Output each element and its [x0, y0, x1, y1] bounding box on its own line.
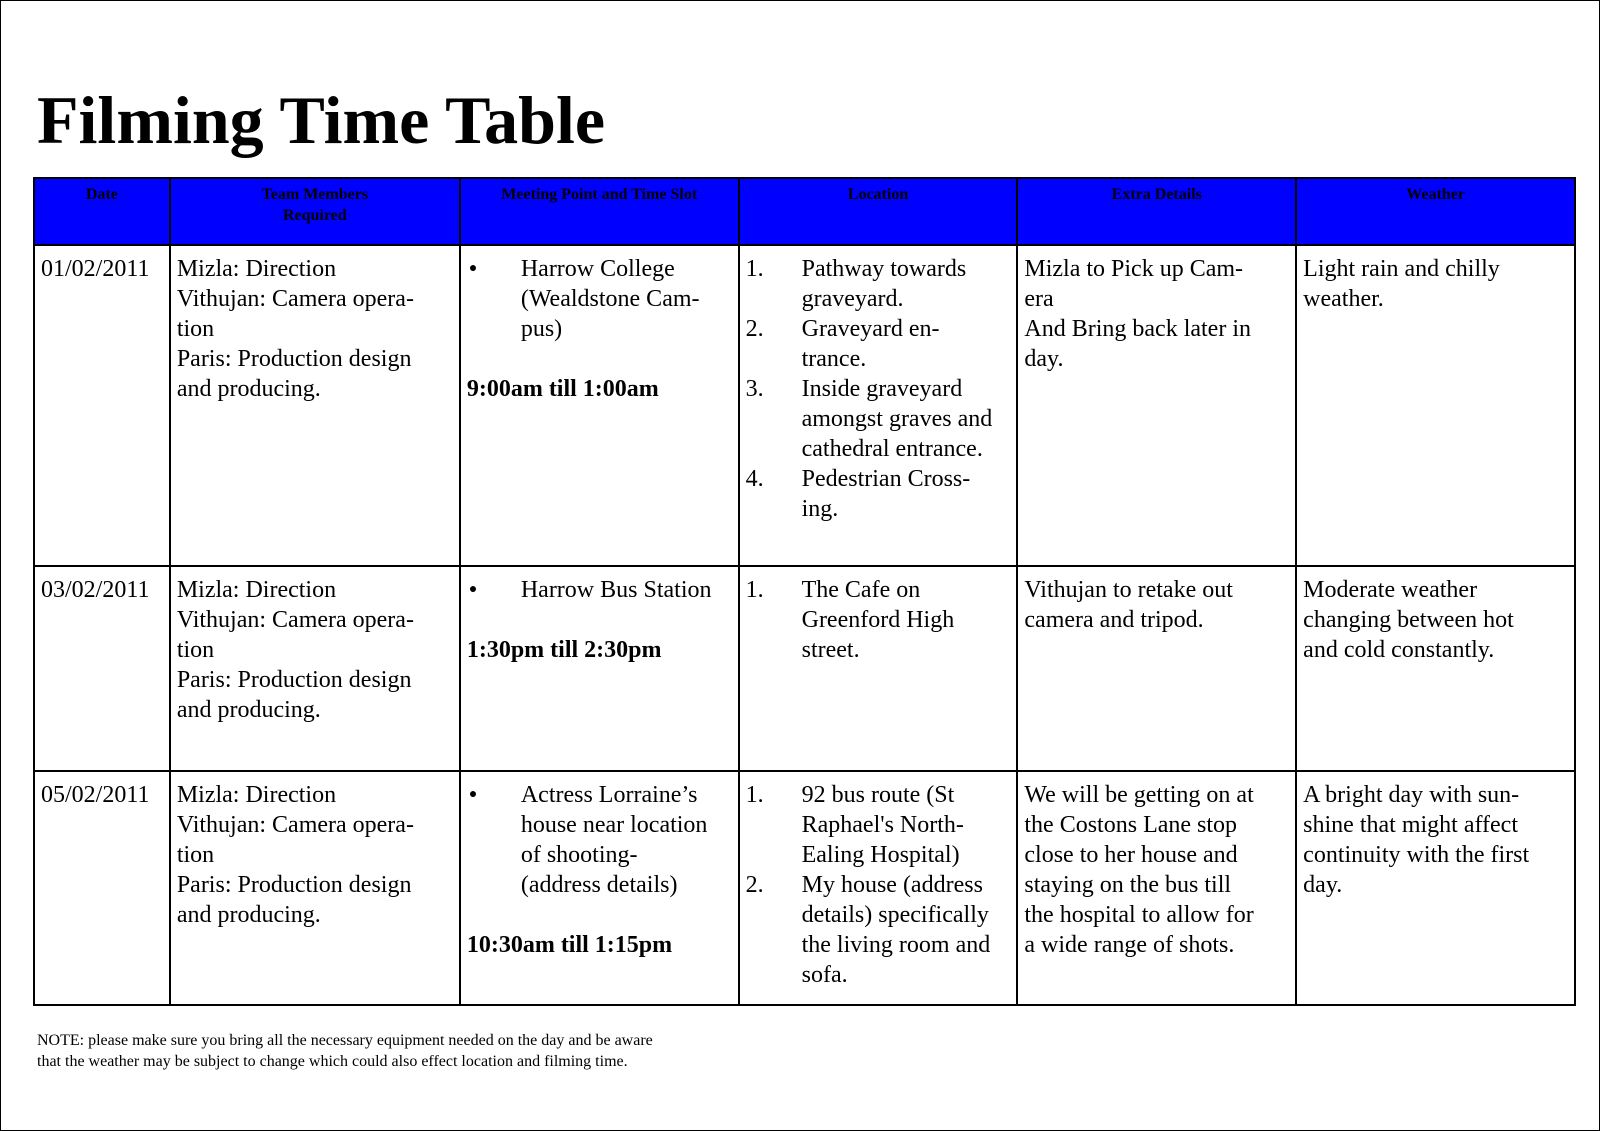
column-header-team-line2: Required [282, 207, 347, 224]
bullet-icon: ● [468, 261, 478, 276]
extra-details-cell: We will be getting on at the Costons Lane stop close to her house and staying on the bus till the hospital to allow for a wide range of shots. [1017, 771, 1296, 1005]
team-cell: Mizla: Direction Vithujan: Camera opera- tion Paris: Production design and producing. [170, 245, 460, 566]
location-cell [739, 771, 1018, 1005]
column-header-date: Date [34, 178, 170, 245]
location-cell [739, 245, 1018, 566]
date-cell: 01/02/2011 [34, 245, 170, 566]
weather-cell: Light rain and chilly weather. [1296, 245, 1575, 566]
column-header-meeting: Meeting Point and Time Slot [460, 178, 739, 245]
bullet-icon: ● [468, 582, 478, 597]
column-header-team-line1: Team Members [261, 186, 369, 203]
column-header-location: Location [739, 178, 1018, 245]
weather-cell: A bright day with sun- shine that might affect continuity with the first day. [1296, 771, 1575, 1005]
list-item: 1. Pathway towards graveyard. [745, 256, 967, 312]
team-cell: Mizla: Direction Vithujan: Camera opera- tion Paris: Production design and producing. [170, 566, 460, 771]
footer-note-line: that the weather may be subject to change which could also effect location and filming time. [37, 1053, 628, 1070]
list-item: 2. Graveyard en- trance. [745, 316, 940, 372]
list-item: 2. My house (address details) specifically the living room and sofa. [745, 872, 991, 988]
location-cell [739, 566, 1018, 771]
list-item: ● Harrow Bus Station [468, 577, 712, 603]
table-row [34, 566, 1575, 771]
team-cell: Mizla: Direction Vithujan: Camera opera- tion Paris: Production design and producing. [170, 771, 460, 1005]
table-row [34, 245, 1575, 566]
list-item: 1. The Cafe on Greenford High street. [745, 577, 955, 663]
list-item: ● Actress Lorraine’s house near location of shooting- (address details) [468, 782, 708, 898]
list-item: 4. Pedestrian Cross- ing. [745, 466, 971, 522]
table-row [34, 771, 1575, 1005]
list-item: 3. Inside graveyard amongst graves and cathedral entrance. [745, 376, 993, 462]
time-slot: 9:00am till 1:00am [466, 376, 659, 402]
time-slot: 1:30pm till 2:30pm [466, 637, 662, 663]
extra-details-cell: Mizla to Pick up Cam- era And Bring back later in day. [1017, 245, 1296, 566]
footer-note [37, 1030, 797, 1072]
list-item: ● Harrow College (Wealdstone Cam- pus) [468, 256, 700, 342]
column-header-extra: Extra Details [1017, 178, 1296, 245]
time-slot: 10:30am till 1:15pm [466, 932, 673, 958]
meeting-cell [460, 771, 739, 1005]
column-header-weather: Weather [1296, 178, 1575, 245]
filming-schedule-table [33, 177, 1576, 1006]
date-cell: 03/02/2011 [34, 566, 170, 771]
weather-cell: Moderate weather changing between hot and cold constantly. [1296, 566, 1575, 771]
footer-note-line: NOTE: please make sure you bring all the necessary equipment needed on the day and be aware [37, 1032, 653, 1049]
table-header-row [34, 178, 1575, 245]
column-header-team [170, 178, 460, 245]
list-item: 1. 92 bus route (St Raphael's North- Ealing Hospital) [745, 782, 964, 868]
extra-details-cell: Vithujan to retake out camera and tripod. [1017, 566, 1296, 771]
date-cell: 05/02/2011 [34, 771, 170, 1005]
meeting-cell [460, 566, 739, 771]
meeting-cell [460, 245, 739, 566]
bullet-icon: ● [468, 787, 478, 802]
page-title: Filming Time Table [37, 82, 606, 158]
